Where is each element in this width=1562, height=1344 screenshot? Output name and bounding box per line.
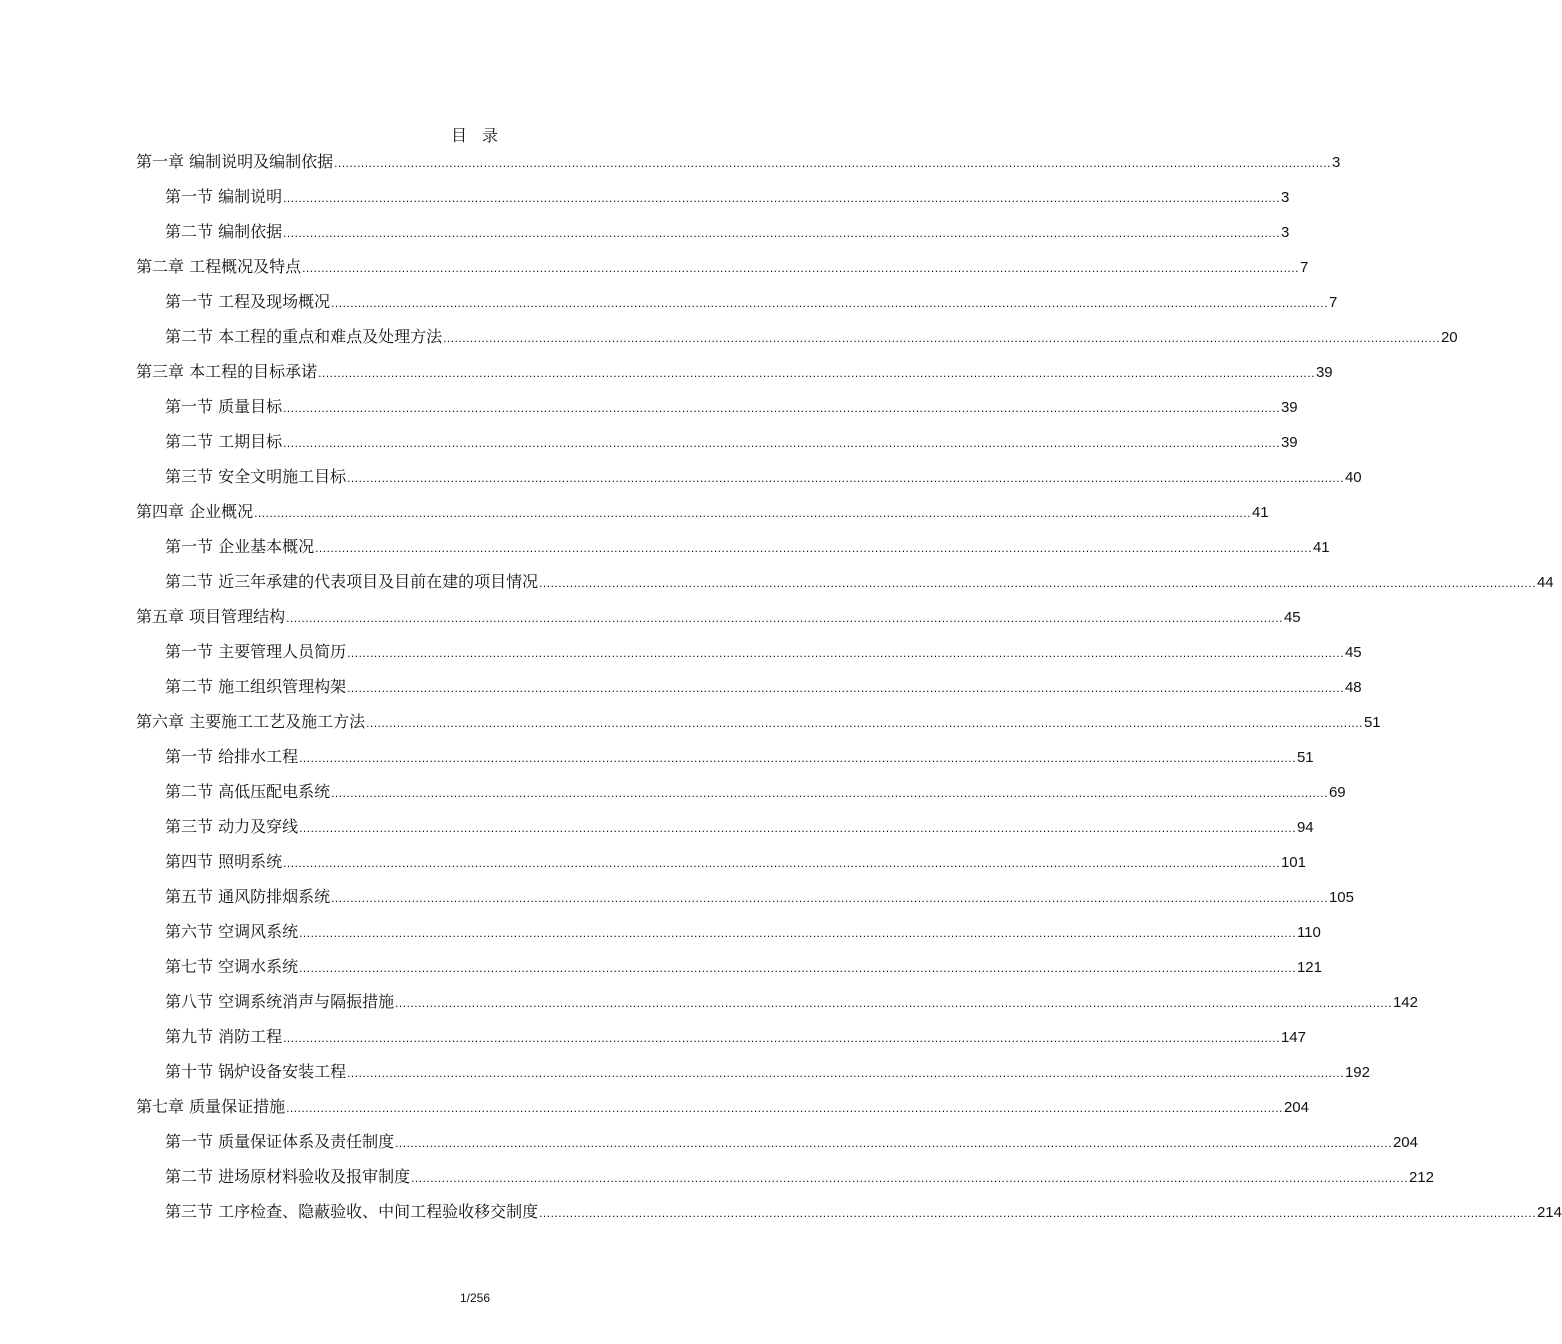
toc-page-number: 142 (1392, 994, 1418, 1011)
toc-dot-leader: .................................................................................................................................................................................................................................................................... (411, 1171, 1408, 1185)
toc-entry-label: 第一章 编制说明及编制依据 (136, 152, 334, 171)
toc-dot-leader: .................................................................................................................................................................................................................................................................... (254, 506, 1251, 520)
toc-entry-label: 第六章 主要施工工艺及施工方法 (136, 712, 366, 731)
toc-dot-leader: .................................................................................................................................................................................................................................................................... (347, 646, 1344, 660)
toc-entry-label: 第三章 本工程的目标承诺 (136, 362, 318, 381)
toc-dot-leader: .................................................................................................................................................................................................................................................................... (315, 541, 1312, 555)
toc-dot-leader: .................................................................................................................................................................................................................................................................... (302, 261, 1299, 275)
toc-dot-leader: .................................................................................................................................................................................................................................................................... (318, 366, 1315, 380)
toc-chapter-entry[interactable] (136, 147, 1341, 177)
toc-dot-leader: .................................................................................................................................................................................................................................................................... (347, 681, 1344, 695)
toc-section-entry[interactable] (165, 322, 1458, 352)
toc-dot-leader: .................................................................................................................................................................................................................................................................... (334, 156, 1331, 170)
toc-section-entry[interactable] (165, 882, 1354, 912)
toc-page-number: 3 (1280, 189, 1290, 206)
toc-dot-leader: .................................................................................................................................................................................................................................................................... (366, 716, 1363, 730)
toc-section-entry[interactable] (165, 1022, 1306, 1052)
toc-entry-label: 第八节 空调系统消声与隔振措施 (165, 992, 395, 1011)
toc-page-number: 7 (1299, 259, 1309, 276)
toc-page-number: 48 (1344, 679, 1362, 696)
toc-entry-label: 第五章 项目管理结构 (136, 607, 286, 626)
toc-page-number: 44 (1536, 574, 1554, 591)
toc-entry-label: 第一节 主要管理人员简历 (165, 642, 347, 661)
toc-dot-leader: .................................................................................................................................................................................................................................................................... (283, 1031, 1280, 1045)
toc-chapter-entry[interactable] (136, 707, 1381, 737)
toc-section-entry[interactable] (165, 392, 1298, 422)
toc-entry-label: 第三节 动力及穿线 (165, 817, 299, 836)
toc-chapter-entry[interactable] (136, 357, 1333, 387)
toc-section-entry[interactable] (165, 952, 1322, 982)
toc-dot-leader: .................................................................................................................................................................................................................................................................... (331, 296, 1328, 310)
toc-section-entry[interactable] (165, 1197, 1562, 1227)
page-indicator: 1/256 (459, 1291, 491, 1305)
toc-title-right: 录 (482, 126, 500, 145)
toc-dot-leader: .................................................................................................................................................................................................................................................................... (283, 436, 1280, 450)
toc-entry-label: 第二章 工程概况及特点 (136, 257, 302, 276)
toc-section-entry[interactable] (165, 917, 1321, 947)
toc-page-number: 110 (1296, 924, 1321, 941)
toc-entry-label: 第六节 空调风系统 (165, 922, 299, 941)
toc-page-number: 45 (1344, 644, 1362, 661)
toc-title (0, 124, 950, 148)
toc-page-number: 39 (1315, 364, 1333, 381)
toc-section-entry[interactable] (165, 847, 1306, 877)
toc-entry-label: 第二节 本工程的重点和难点及处理方法 (165, 327, 443, 346)
toc-entry-label: 第五节 通风防排烟系统 (165, 887, 331, 906)
toc-entry-label: 第一节 工程及现场概况 (165, 292, 331, 311)
toc-dot-leader: .................................................................................................................................................................................................................................................................... (395, 1136, 1392, 1150)
toc-entry-label: 第七章 质量保证措施 (136, 1097, 286, 1116)
toc-section-entry[interactable] (165, 777, 1346, 807)
toc-entry-label: 第四节 照明系统 (165, 852, 283, 871)
toc-page-number: 214 (1536, 1204, 1562, 1221)
toc-entry-label: 第一节 质量保证体系及责任制度 (165, 1132, 395, 1151)
toc-entry-label: 第二节 近三年承建的代表项目及目前在建的项目情况 (165, 572, 539, 591)
toc-dot-leader: .................................................................................................................................................................................................................................................................... (347, 471, 1344, 485)
toc-page-number: 7 (1328, 294, 1338, 311)
toc-page-number: 212 (1408, 1169, 1434, 1186)
toc-dot-leader: .................................................................................................................................................................................................................................................................... (283, 401, 1280, 415)
toc-dot-leader: .................................................................................................................................................................................................................................................................... (299, 926, 1296, 940)
toc-chapter-entry[interactable] (136, 1092, 1309, 1122)
toc-chapter-entry[interactable] (136, 497, 1269, 527)
toc-dot-leader: .................................................................................................................................................................................................................................................................... (443, 331, 1440, 345)
toc-entry-label: 第七节 空调水系统 (165, 957, 299, 976)
toc-dot-leader: .................................................................................................................................................................................................................................................................... (539, 576, 1536, 590)
toc-section-entry[interactable] (165, 742, 1314, 772)
toc-entry-label: 第二节 进场原材料验收及报审制度 (165, 1167, 411, 1186)
toc-entry-label: 第九节 消防工程 (165, 1027, 283, 1046)
toc-section-entry[interactable] (165, 1057, 1370, 1087)
toc-dot-leader: .................................................................................................................................................................................................................................................................... (299, 751, 1296, 765)
toc-section-entry[interactable] (165, 637, 1362, 667)
toc-dot-leader: .................................................................................................................................................................................................................................................................... (331, 891, 1328, 905)
toc-page-number: 94 (1296, 819, 1314, 836)
toc-page-number: 20 (1440, 329, 1458, 346)
toc-entry-label: 第三节 工序检查、隐蔽验收、中间工程验收移交制度 (165, 1202, 539, 1221)
toc-section-entry[interactable] (165, 812, 1314, 842)
toc-page-number: 101 (1280, 854, 1306, 871)
toc-section-entry[interactable] (165, 217, 1290, 247)
toc-dot-leader: .................................................................................................................................................................................................................................................................... (395, 996, 1392, 1010)
toc-dot-leader: .................................................................................................................................................................................................................................................................... (283, 856, 1280, 870)
toc-section-entry[interactable] (165, 532, 1330, 562)
toc-dot-leader: .................................................................................................................................................................................................................................................................... (347, 1066, 1344, 1080)
toc-page-number: 3 (1331, 154, 1341, 171)
toc-chapter-entry[interactable] (136, 602, 1301, 632)
toc-page-number: 41 (1312, 539, 1330, 556)
toc-dot-leader: .................................................................................................................................................................................................................................................................... (286, 611, 1283, 625)
toc-page-number: 3 (1280, 224, 1290, 241)
toc-entry-label: 第十节 锅炉设备安装工程 (165, 1062, 347, 1081)
toc-section-entry[interactable] (165, 427, 1298, 457)
toc-entry-label: 第二节 工期目标 (165, 432, 283, 451)
toc-chapter-entry[interactable] (136, 252, 1309, 282)
toc-entry-label: 第三节 安全文明施工目标 (165, 467, 347, 486)
toc-page-number: 121 (1296, 959, 1322, 976)
toc-page-number: 45 (1283, 609, 1301, 626)
toc-entry-label: 第四章 企业概况 (136, 502, 254, 521)
toc-page-number: 41 (1251, 504, 1269, 521)
toc-page-number: 204 (1392, 1134, 1418, 1151)
toc-section-entry[interactable] (165, 672, 1362, 702)
toc-page-number: 147 (1280, 1029, 1306, 1046)
toc-page-number: 51 (1363, 714, 1381, 731)
toc-page-number: 39 (1280, 399, 1298, 416)
toc-section-entry[interactable] (165, 567, 1554, 597)
toc-dot-leader: .................................................................................................................................................................................................................................................................... (286, 1101, 1283, 1115)
toc-section-entry[interactable] (165, 987, 1418, 1017)
toc-entry-label: 第二节 施工组织管理构架 (165, 677, 347, 696)
toc-section-entry[interactable] (165, 182, 1290, 212)
toc-page-number: 40 (1344, 469, 1362, 486)
toc-section-entry[interactable] (165, 1127, 1418, 1157)
toc-section-entry[interactable] (165, 287, 1338, 317)
toc-title-left: 目 (450, 126, 468, 145)
toc-dot-leader: .................................................................................................................................................................................................................................................................... (299, 961, 1296, 975)
toc-dot-leader: .................................................................................................................................................................................................................................................................... (283, 191, 1280, 205)
toc-page-number: 51 (1296, 749, 1314, 766)
toc-dot-leader: .................................................................................................................................................................................................................................................................... (539, 1206, 1536, 1220)
toc-page-number: 204 (1283, 1099, 1309, 1116)
toc-entry-label: 第二节 编制依据 (165, 222, 283, 241)
toc-dot-leader: .................................................................................................................................................................................................................................................................... (299, 821, 1296, 835)
toc-page-number: 39 (1280, 434, 1298, 451)
toc-page-number: 192 (1344, 1064, 1370, 1081)
toc-section-entry[interactable] (165, 462, 1362, 492)
toc-page-number: 105 (1328, 889, 1354, 906)
toc-entry-label: 第二节 高低压配电系统 (165, 782, 331, 801)
toc-entry-label: 第一节 给排水工程 (165, 747, 299, 766)
toc-entry-label: 第一节 企业基本概况 (165, 537, 315, 556)
toc-entry-label: 第一节 编制说明 (165, 187, 283, 206)
toc-entry-label: 第一节 质量目标 (165, 397, 283, 416)
toc-dot-leader: .................................................................................................................................................................................................................................................................... (283, 226, 1280, 240)
toc-page-number: 69 (1328, 784, 1346, 801)
toc-dot-leader: .................................................................................................................................................................................................................................................................... (331, 786, 1328, 800)
toc-section-entry[interactable] (165, 1162, 1434, 1192)
